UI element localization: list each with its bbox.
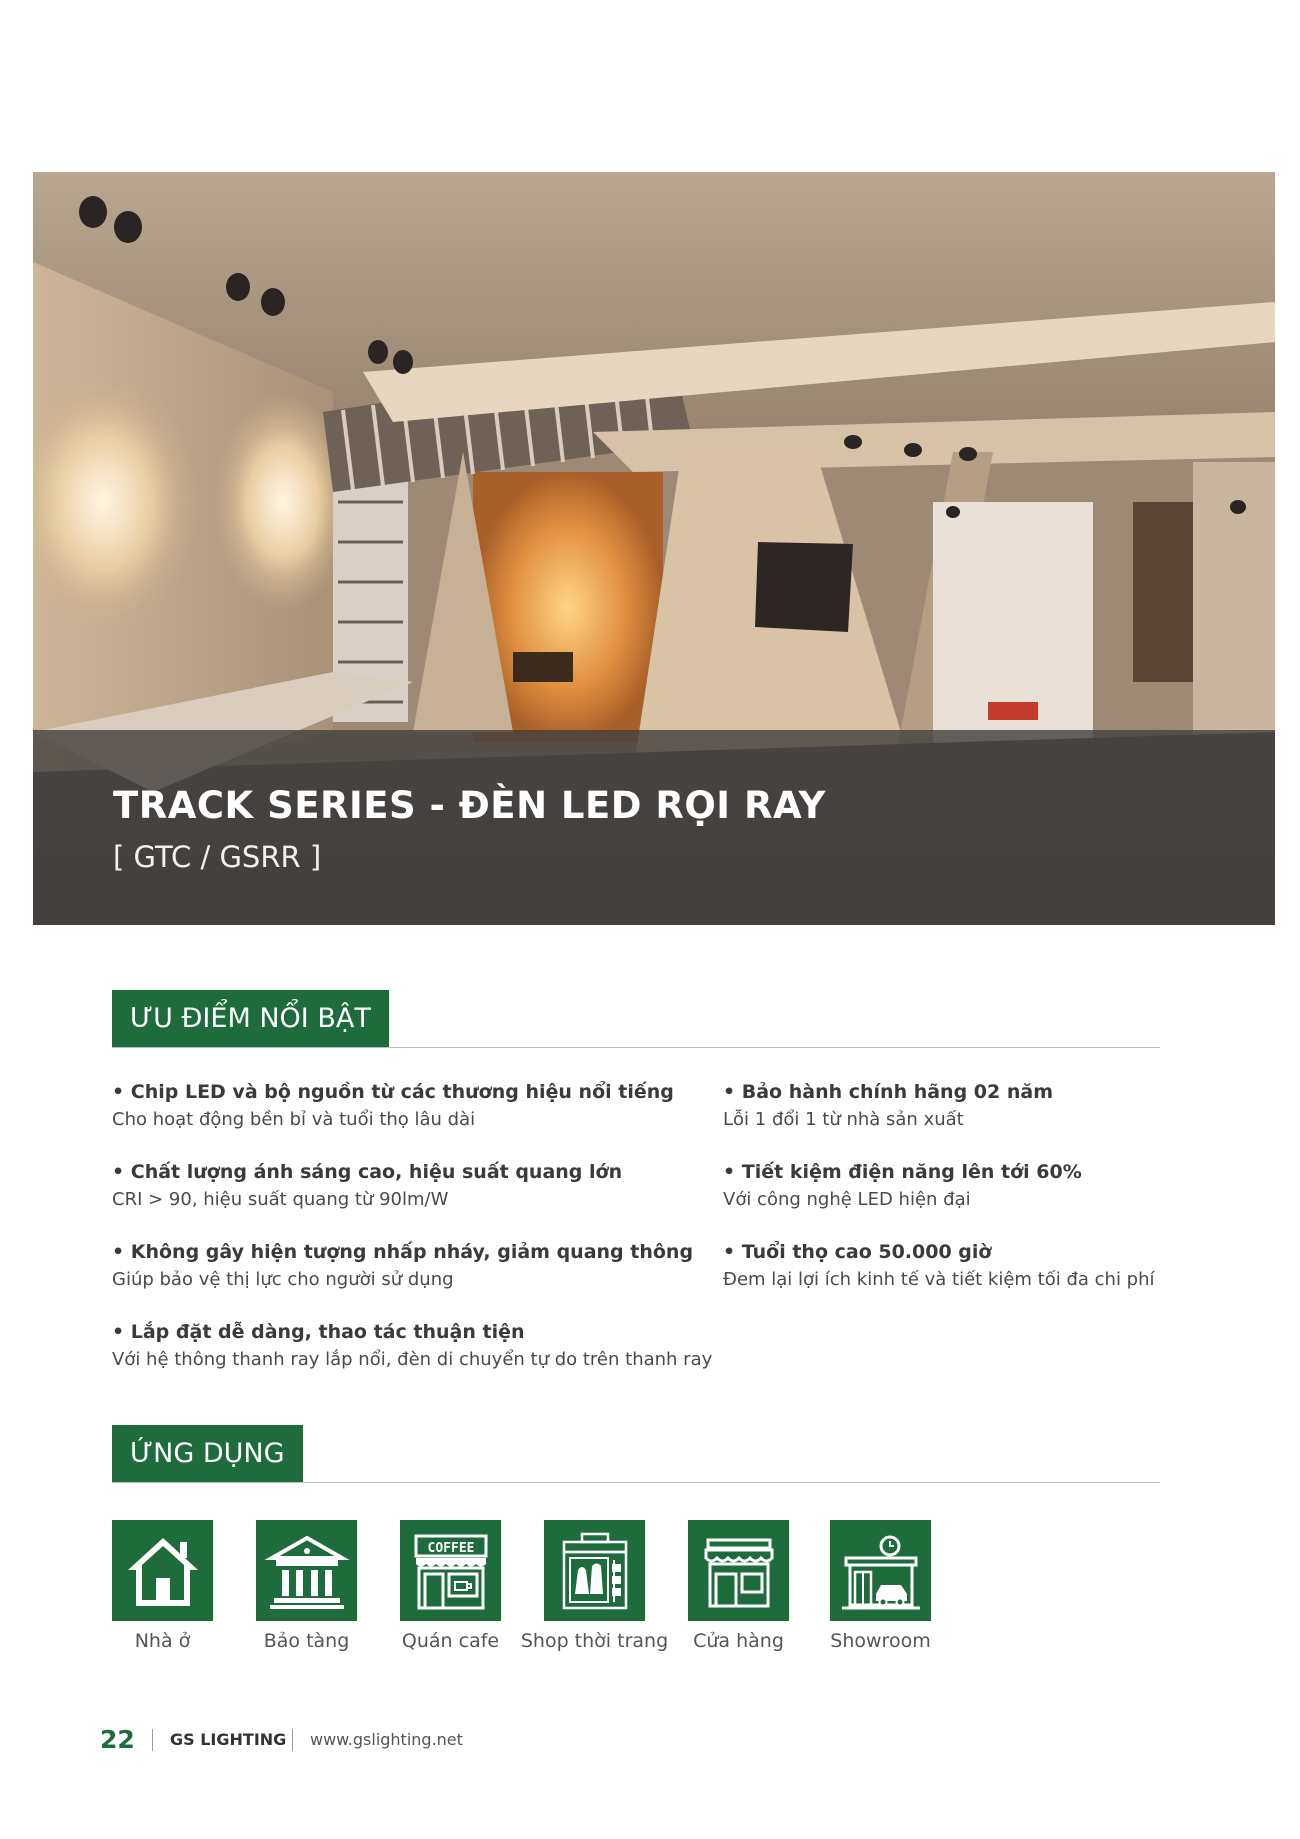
feature-title: • Không gây hiện tượng nhấp nháy, giảm quang thông — [112, 1241, 694, 1263]
icon-tile — [688, 1520, 789, 1621]
feature-title: • Tuổi thọ cao 50.000 giờ — [723, 1241, 992, 1263]
feature-title: • Lắp đặt dễ dàng, thao tác thuận tiện — [112, 1321, 525, 1343]
divider — [112, 1482, 1160, 1483]
footer-brand: GS LIGHTING — [170, 1730, 287, 1749]
museum-icon — [264, 1528, 350, 1614]
feature-desc: Đem lại lợi ích kinh tế và tiết kiệm tối đa chi phí — [723, 1269, 1155, 1290]
icon-tile — [544, 1520, 645, 1621]
application-item-home — [112, 1520, 213, 1652]
icon-tile — [112, 1520, 213, 1621]
page-number: 22 — [100, 1725, 135, 1754]
footer-website-link[interactable]: www.gslighting.net — [310, 1730, 463, 1749]
hero-title-band — [33, 730, 1275, 925]
application-item-museum — [256, 1520, 357, 1652]
advantages-heading: ƯU ĐIỂM NỔI BẬT — [112, 990, 389, 1048]
application-label: Nhà ở — [134, 1630, 191, 1652]
application-label: Bảo tàng — [263, 1630, 350, 1652]
fashion-shop-icon — [552, 1528, 638, 1614]
hero-banner — [33, 172, 1275, 925]
application-item-cafe — [400, 1520, 501, 1652]
feature-desc: Giúp bảo vệ thị lực cho người sử dụng — [112, 1269, 454, 1290]
product-codes: [ GTC / GSRR ] — [113, 840, 322, 874]
footer-separator — [292, 1729, 293, 1751]
feature-item — [723, 1239, 1283, 1293]
icon-tile — [256, 1520, 357, 1621]
feature-title: • Chất lượng ánh sáng cao, hiệu suất quang lớn — [112, 1161, 623, 1183]
feature-item — [112, 1319, 713, 1373]
page-footer — [100, 1722, 800, 1758]
icon-tile — [400, 1520, 501, 1621]
applications-heading: ỨNG DỤNG — [112, 1425, 303, 1483]
application-item-store — [688, 1520, 789, 1652]
feature-item — [112, 1239, 694, 1293]
applications-section-header — [112, 1425, 1160, 1483]
page-title: TRACK SERIES - ĐÈN LED RỌI RAY — [113, 784, 826, 827]
footer-separator — [152, 1729, 153, 1751]
svg-text:COFFEE: COFFEE — [427, 1540, 474, 1556]
feature-desc: Với công nghệ LED hiện đại — [723, 1189, 971, 1210]
application-label: Showroom — [830, 1630, 931, 1652]
feature-item — [112, 1159, 672, 1213]
feature-desc: Với hệ thông thanh ray lắp nổi, đèn di chuyển tự do trên thanh ray — [112, 1349, 713, 1370]
applications-list — [112, 1520, 1012, 1660]
feature-item — [112, 1079, 672, 1133]
feature-title: • Chip LED và bộ nguồn từ các thương hiệu nổi tiếng — [112, 1081, 674, 1103]
coffee-shop-icon — [408, 1528, 494, 1614]
divider — [112, 1047, 1160, 1048]
store-icon — [696, 1528, 782, 1614]
feature-item — [723, 1079, 1283, 1133]
application-item-showroom — [830, 1520, 931, 1652]
feature-title: • Tiết kiệm điện năng lên tới 60% — [723, 1161, 1082, 1183]
feature-item — [723, 1159, 1283, 1213]
feature-title: • Bảo hành chính hãng 02 năm — [723, 1081, 1054, 1103]
application-item-fashion-shop — [520, 1520, 669, 1652]
icon-tile — [830, 1520, 931, 1621]
application-label: Quán cafe — [401, 1630, 500, 1652]
application-label: Shop thời trang — [520, 1630, 669, 1652]
feature-desc: Lỗi 1 đổi 1 từ nhà sản xuất — [723, 1109, 964, 1130]
advantages-section-header — [112, 990, 1160, 1048]
showroom-icon — [838, 1528, 924, 1614]
feature-desc: Cho hoạt động bền bỉ và tuổi thọ lâu dài — [112, 1109, 476, 1130]
feature-desc: CRI > 90, hiệu suất quang từ 90lm/W — [112, 1189, 449, 1210]
application-label: Cửa hàng — [693, 1630, 784, 1652]
house-icon — [120, 1528, 206, 1614]
